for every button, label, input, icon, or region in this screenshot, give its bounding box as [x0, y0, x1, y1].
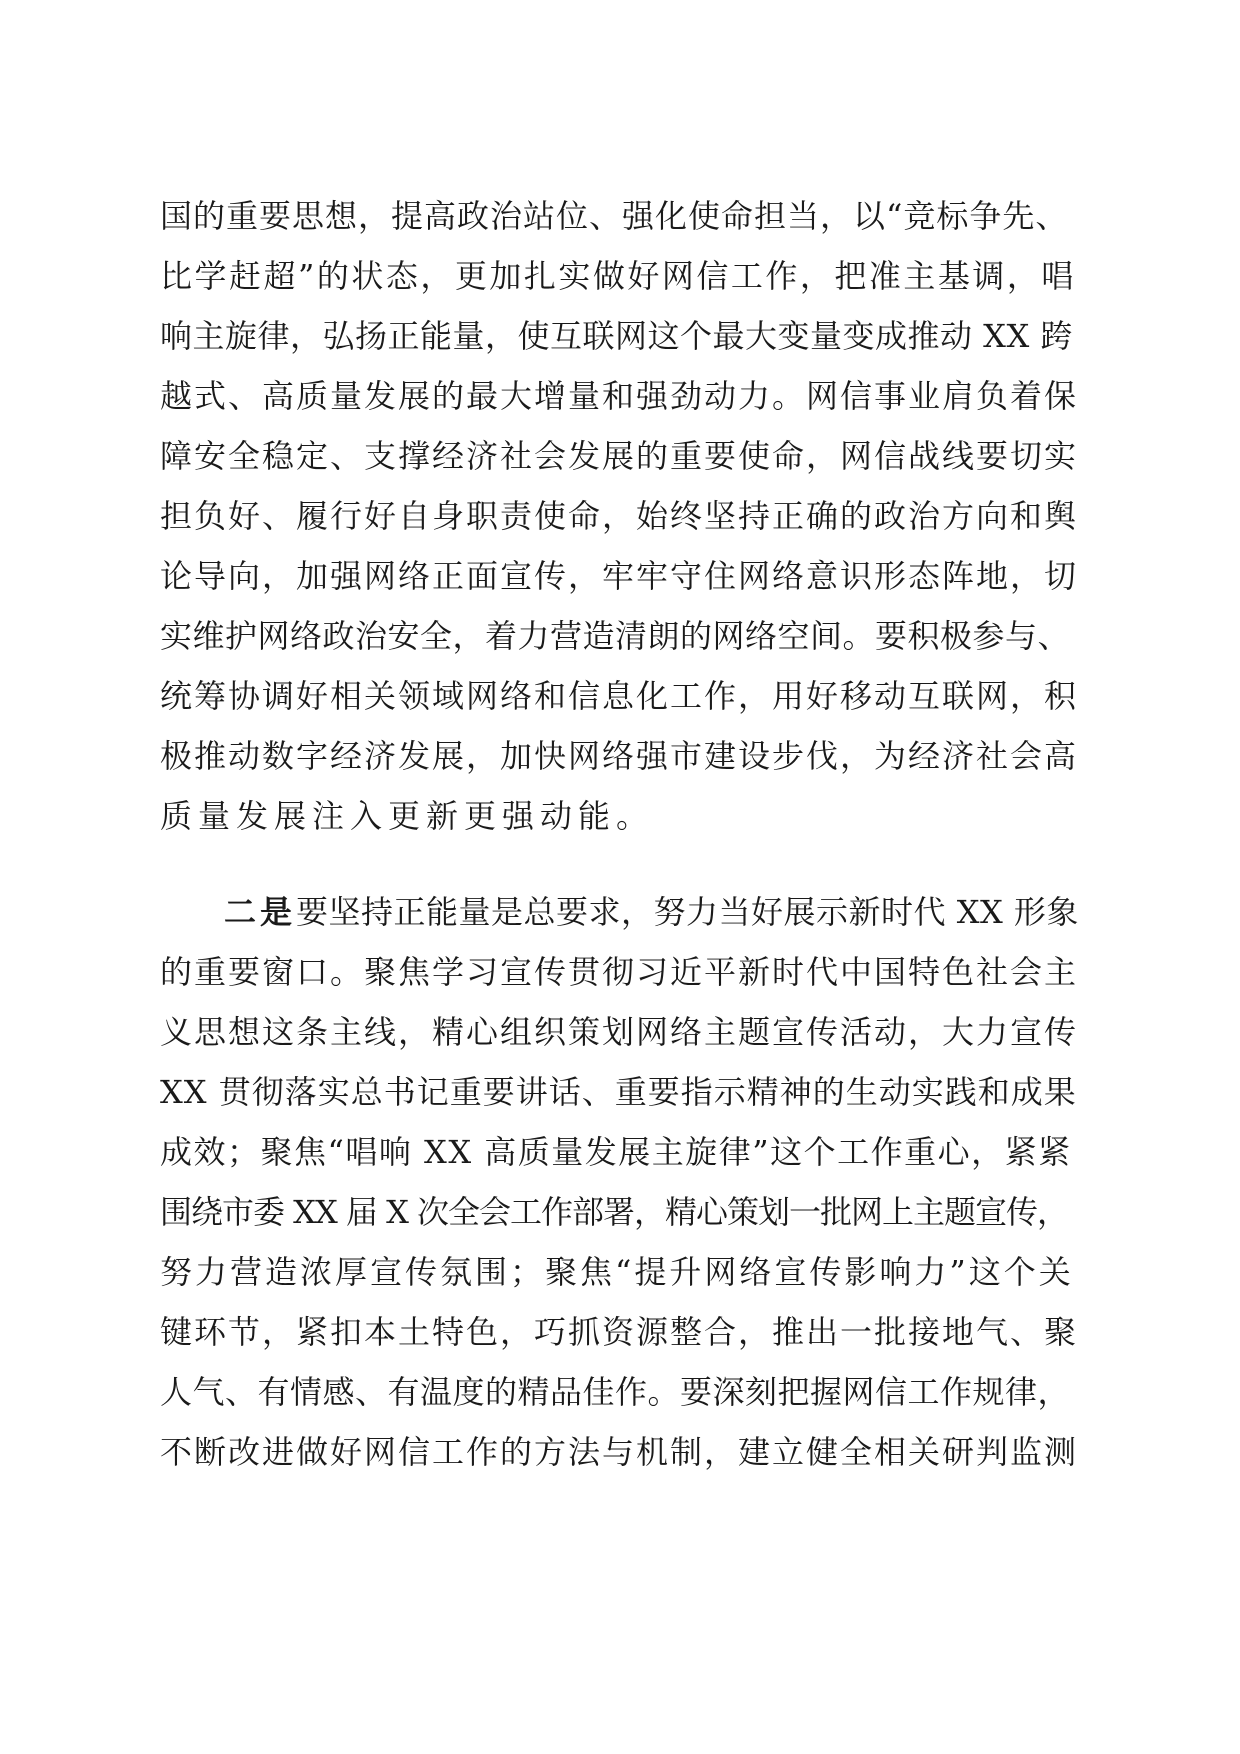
paragraph-line: 努力营造浓厚宣传氛围；聚焦“提升网络宣传影响力”这个关 [160, 1253, 1074, 1291]
paragraph-line: 成效；聚焦“唱响 XX 高质量发展主旋律”这个工作重心，紧紧 [160, 1133, 1072, 1171]
paragraph-line: 论导向，加强网络正面宣传，牢牢守住网络意识形态阵地，切 [160, 557, 1079, 595]
paragraph-2 [160, 882, 1080, 1482]
paragraph-line: 围绕市委 XX 届 X 次全会工作部署，精心策划一批网上主题宣传， [160, 1193, 1069, 1231]
paragraph-line: 人气、有情感、有温度的精品佳作。要深刻把握网信工作规律， [160, 1373, 1071, 1411]
paragraph-line: 义思想这条主线，精心组织策划网络主题宣传活动，大力宣传 [160, 1013, 1079, 1051]
paragraph-line: 统筹协调好相关领域网络和信息化工作，用好移动互联网，积 [160, 677, 1079, 715]
paragraph-line: 响主旋律，弘扬正能量，使互联网这个最大变量变成推动 XX 跨 [160, 317, 1073, 355]
paragraph-line: 质量发展注入更新更强动能。 [160, 797, 655, 835]
paragraph-line: 实维护网络政治安全，着力营造清朗的网络空间。要积极参与、 [160, 617, 1071, 655]
paragraph-first-line [160, 882, 1080, 942]
paragraph-line: 比学赶超”的状态，更加扎实做好网信工作，把准主基调，唱 [160, 257, 1076, 295]
paragraph-lead-bold: 二是 [224, 893, 297, 931]
paragraph-line: 键环节，紧扣本土特色，巧抓资源整合，推出一批接地气、聚 [160, 1313, 1079, 1351]
paragraph-line: 不断改进做好网信工作的方法与机制，建立健全相关研判监测 [160, 1433, 1079, 1471]
paragraph-line: 国的重要思想，提高政治站位、强化使命担当，以“竞标争先、 [160, 197, 1069, 235]
paragraph-first-line-text: 要坚持正能量是总要求，努力当好展示新时代 XX 形象 [296, 893, 1079, 931]
paragraph-line: 障安全稳定、支撑经济社会发展的重要使命，网信战线要切实 [160, 437, 1079, 475]
paragraph-line: 的重要窗口。聚焦学习宣传贯彻习近平新时代中国特色社会主 [160, 953, 1079, 991]
paragraph-line: XX 贯彻落实总书记重要讲话、重要指示精神的生动实践和成果 [160, 1073, 1077, 1111]
paragraph-line: 担负好、履行好自身职责使命，始终坚持正确的政治方向和舆 [160, 497, 1079, 535]
paragraph-1 [160, 186, 1080, 846]
paragraph-line: 越式、高质量发展的最大增量和强劲动力。网信事业肩负着保 [160, 377, 1079, 415]
paragraph-line: 极推动数字经济发展，加快网络强市建设步伐，为经济社会高 [160, 737, 1079, 775]
